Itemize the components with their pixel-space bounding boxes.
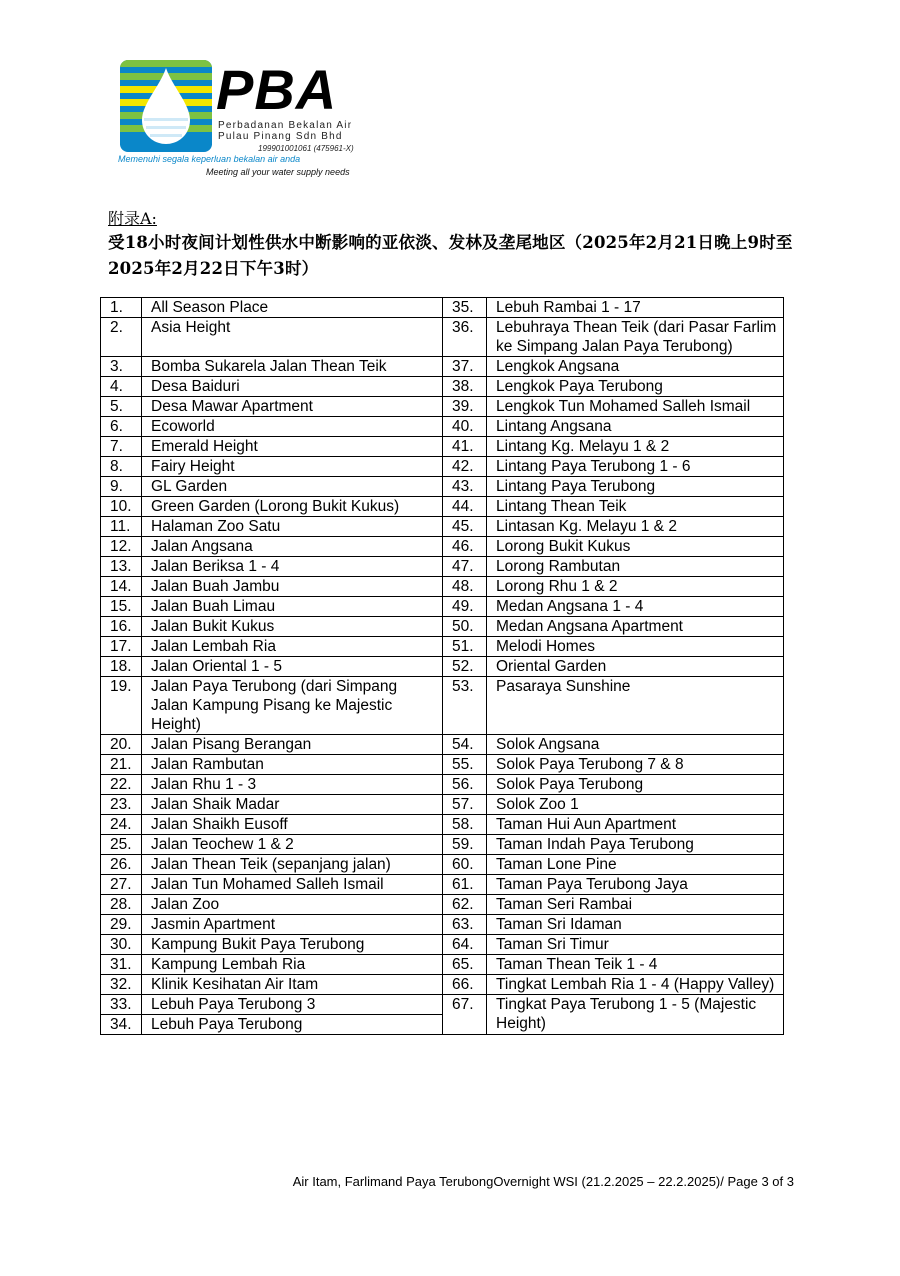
right-item-name: Solok Paya Terubong	[487, 775, 784, 795]
table-row	[101, 577, 784, 597]
left-item-name: Jalan Paya Terubong (dari Simpang Jalan Kampung Pisang ke Majestic Height)	[142, 677, 443, 735]
right-item-name: Lebuh Rambai 1 - 17	[487, 298, 784, 318]
table-row	[101, 995, 784, 1015]
right-item-number: 59.	[443, 835, 487, 855]
left-item-name: Desa Baiduri	[142, 377, 443, 397]
left-item-number: 20.	[101, 735, 142, 755]
right-item-name: Lengkok Angsana	[487, 357, 784, 377]
table-row	[101, 377, 784, 397]
left-item-number: 18.	[101, 657, 142, 677]
right-item-number: 39.	[443, 397, 487, 417]
left-item-number: 12.	[101, 537, 142, 557]
right-item-name: Taman Sri Idaman	[487, 915, 784, 935]
left-item-name: Bomba Sukarela Jalan Thean Teik	[142, 357, 443, 377]
left-item-number: 29.	[101, 915, 142, 935]
table-row	[101, 755, 784, 775]
right-item-name: Lengkok Paya Terubong	[487, 377, 784, 397]
table-row	[101, 795, 784, 815]
right-item-number: 45.	[443, 517, 487, 537]
left-item-name: Jalan Thean Teik (sepanjang jalan)	[142, 855, 443, 875]
table-row	[101, 657, 784, 677]
right-item-name: Tingkat Paya Terubong 1 - 5 (Majestic Height)	[487, 995, 784, 1035]
left-item-number: 26.	[101, 855, 142, 875]
left-item-number: 24.	[101, 815, 142, 835]
right-item-number: 54.	[443, 735, 487, 755]
right-item-name: Lintang Paya Terubong 1 - 6	[487, 457, 784, 477]
affected-areas-table	[100, 297, 784, 1035]
left-item-name: Jalan Oriental 1 - 5	[142, 657, 443, 677]
right-item-name: Lintang Angsana	[487, 417, 784, 437]
right-item-number: 49.	[443, 597, 487, 617]
left-item-number: 17.	[101, 637, 142, 657]
right-item-number: 38.	[443, 377, 487, 397]
right-item-number: 55.	[443, 755, 487, 775]
pba-logo	[118, 58, 388, 183]
right-item-name: Lintang Thean Teik	[487, 497, 784, 517]
right-item-name: Taman Thean Teik 1 - 4	[487, 955, 784, 975]
left-item-name: Jalan Bukit Kukus	[142, 617, 443, 637]
left-item-name: Ecoworld	[142, 417, 443, 437]
table-row	[101, 875, 784, 895]
left-item-name: Jalan Lembah Ria	[142, 637, 443, 657]
right-item-number: 41.	[443, 437, 487, 457]
right-item-name: Oriental Garden	[487, 657, 784, 677]
table-row	[101, 397, 784, 417]
page-footer: Air Itam, Farlimand Paya TerubongOvernight WSI (21.2.2025 – 22.2.2025)/ Page 3 of 3	[292, 1174, 794, 1189]
table-row	[101, 915, 784, 935]
table-row	[101, 437, 784, 457]
table-row	[101, 975, 784, 995]
left-item-name: Jalan Shaikh Eusoff	[142, 815, 443, 835]
logo-tagline-malay: Memenuhi segala keperluan bekalan air anda	[118, 154, 301, 164]
logo-tagline-english: Meeting all your water supply needs	[206, 167, 350, 177]
table-row	[101, 935, 784, 955]
right-item-number: 42.	[443, 457, 487, 477]
table-row	[101, 735, 784, 755]
table-row	[101, 537, 784, 557]
left-item-number: 23.	[101, 795, 142, 815]
table-row	[101, 637, 784, 657]
left-item-name: Jalan Angsana	[142, 537, 443, 557]
right-item-number: 50.	[443, 617, 487, 637]
right-item-number: 40.	[443, 417, 487, 437]
right-item-number: 56.	[443, 775, 487, 795]
left-item-name: Emerald Height	[142, 437, 443, 457]
table-row	[101, 457, 784, 477]
logo-company-name-line1: Perbadanan Bekalan Air	[218, 120, 353, 131]
table-row	[101, 357, 784, 377]
logo-company-name	[218, 120, 352, 142]
table-row	[101, 815, 784, 835]
table-row	[101, 318, 784, 357]
logo-wordmark: PBA	[216, 58, 338, 121]
left-item-number: 8.	[101, 457, 142, 477]
left-item-number: 13.	[101, 557, 142, 577]
left-item-number: 31.	[101, 955, 142, 975]
right-item-number: 36.	[443, 318, 487, 357]
left-item-number: 14.	[101, 577, 142, 597]
right-item-number: 57.	[443, 795, 487, 815]
right-item-number: 63.	[443, 915, 487, 935]
right-item-number: 46.	[443, 537, 487, 557]
right-item-number: 37.	[443, 357, 487, 377]
right-item-name: Lintasan Kg. Melayu 1 & 2	[487, 517, 784, 537]
left-item-name: Green Garden (Lorong Bukit Kukus)	[142, 497, 443, 517]
table-row	[101, 597, 784, 617]
left-item-number: 33.	[101, 995, 142, 1015]
left-item-number: 22.	[101, 775, 142, 795]
left-item-name: Klinik Kesihatan Air Itam	[142, 975, 443, 995]
left-item-name: Jalan Rhu 1 - 3	[142, 775, 443, 795]
left-item-number: 25.	[101, 835, 142, 855]
left-item-name: Jalan Pisang Berangan	[142, 735, 443, 755]
left-item-number: 9.	[101, 477, 142, 497]
right-item-number: 53.	[443, 677, 487, 735]
right-item-name: Lengkok Tun Mohamed Salleh Ismail	[487, 397, 784, 417]
table-row	[101, 775, 784, 795]
right-item-number: 35.	[443, 298, 487, 318]
left-item-number: 1.	[101, 298, 142, 318]
left-item-number: 3.	[101, 357, 142, 377]
right-item-name: Lintang Paya Terubong	[487, 477, 784, 497]
left-item-number: 10.	[101, 497, 142, 517]
left-item-name: Jalan Tun Mohamed Salleh Ismail	[142, 875, 443, 895]
left-item-number: 30.	[101, 935, 142, 955]
left-item-number: 27.	[101, 875, 142, 895]
left-item-name: Jalan Buah Limau	[142, 597, 443, 617]
left-item-number: 28.	[101, 895, 142, 915]
right-item-number: 52.	[443, 657, 487, 677]
right-item-name: Lebuhraya Thean Teik (dari Pasar Farlim ke Simpang Jalan Paya Terubong)	[487, 318, 784, 357]
right-item-number: 64.	[443, 935, 487, 955]
right-item-name: Melodi Homes	[487, 637, 784, 657]
affected-areas-table-body	[101, 298, 784, 1035]
right-item-name: Pasaraya Sunshine	[487, 677, 784, 735]
left-item-name: Kampung Bukit Paya Terubong	[142, 935, 443, 955]
right-item-number: 48.	[443, 577, 487, 597]
left-item-number: 19.	[101, 677, 142, 735]
table-row	[101, 677, 784, 735]
left-item-number: 6.	[101, 417, 142, 437]
right-item-number: 61.	[443, 875, 487, 895]
table-row	[101, 497, 784, 517]
table-row	[101, 617, 784, 637]
table-row	[101, 417, 784, 437]
right-item-name: Tingkat Lembah Ria 1 - 4 (Happy Valley)	[487, 975, 784, 995]
left-item-number: 16.	[101, 617, 142, 637]
right-item-name: Taman Hui Aun Apartment	[487, 815, 784, 835]
right-item-number: 43.	[443, 477, 487, 497]
left-item-name: Jalan Zoo	[142, 895, 443, 915]
right-item-name: Lorong Rhu 1 & 2	[487, 577, 784, 597]
table-row	[101, 955, 784, 975]
table-row	[101, 855, 784, 875]
right-item-name: Taman Lone Pine	[487, 855, 784, 875]
right-item-name: Solok Angsana	[487, 735, 784, 755]
right-item-number: 60.	[443, 855, 487, 875]
left-item-name: Jalan Teochew 1 & 2	[142, 835, 443, 855]
table-row	[101, 835, 784, 855]
left-item-name: Jalan Rambutan	[142, 755, 443, 775]
left-item-number: 11.	[101, 517, 142, 537]
left-item-number: 21.	[101, 755, 142, 775]
right-item-name: Medan Angsana 1 - 4	[487, 597, 784, 617]
right-item-name: Taman Paya Terubong Jaya	[487, 875, 784, 895]
left-item-name: Kampung Lembah Ria	[142, 955, 443, 975]
left-item-name: Halaman Zoo Satu	[142, 517, 443, 537]
left-item-name: Desa Mawar Apartment	[142, 397, 443, 417]
right-item-name: Solok Zoo 1	[487, 795, 784, 815]
right-item-name: Taman Indah Paya Terubong	[487, 835, 784, 855]
right-item-number: 62.	[443, 895, 487, 915]
right-item-name: Lorong Bukit Kukus	[487, 537, 784, 557]
left-item-name: Lebuh Paya Terubong 3	[142, 995, 443, 1015]
right-item-number: 47.	[443, 557, 487, 577]
right-item-name: Lintang Kg. Melayu 1 & 2	[487, 437, 784, 457]
document-title: 受18小时夜间计划性供水中断影响的亚依淡、发林及垄尾地区（2025年2月21日晚上9时至2025年2月22日下午3时）	[108, 233, 793, 278]
right-item-number: 67.	[443, 995, 487, 1035]
logo-company-name-line2: Pulau Pinang Sdn Bhd	[218, 131, 343, 142]
table-row	[101, 477, 784, 497]
appendix-label: 附录A:	[108, 209, 157, 228]
left-item-number: 34.	[101, 1015, 142, 1035]
left-item-number: 2.	[101, 318, 142, 357]
left-item-name: Jalan Shaik Madar	[142, 795, 443, 815]
table-row	[101, 298, 784, 318]
left-item-name: Jalan Beriksa 1 - 4	[142, 557, 443, 577]
left-item-number: 5.	[101, 397, 142, 417]
table-row	[101, 895, 784, 915]
left-item-name: Asia Height	[142, 318, 443, 357]
table-row	[101, 517, 784, 537]
right-item-number: 65.	[443, 955, 487, 975]
right-item-number: 66.	[443, 975, 487, 995]
left-item-number: 4.	[101, 377, 142, 397]
left-item-number: 7.	[101, 437, 142, 457]
left-item-name: Fairy Height	[142, 457, 443, 477]
left-item-name: Jalan Buah Jambu	[142, 577, 443, 597]
right-item-name: Medan Angsana Apartment	[487, 617, 784, 637]
left-item-name: Lebuh Paya Terubong	[142, 1015, 443, 1035]
table-row	[101, 557, 784, 577]
left-item-name: GL Garden	[142, 477, 443, 497]
right-item-name: Taman Seri Rambai	[487, 895, 784, 915]
right-item-number: 51.	[443, 637, 487, 657]
left-item-name: All Season Place	[142, 298, 443, 318]
logo-registration: 199901001061 (475961-X)	[258, 144, 354, 153]
left-item-number: 32.	[101, 975, 142, 995]
right-item-name: Lorong Rambutan	[487, 557, 784, 577]
right-item-name: Solok Paya Terubong 7 & 8	[487, 755, 784, 775]
left-item-name: Jasmin Apartment	[142, 915, 443, 935]
left-item-number: 15.	[101, 597, 142, 617]
right-item-name: Taman Sri Timur	[487, 935, 784, 955]
right-item-number: 58.	[443, 815, 487, 835]
water-drop-logo-icon	[120, 60, 212, 152]
right-item-number: 44.	[443, 497, 487, 517]
